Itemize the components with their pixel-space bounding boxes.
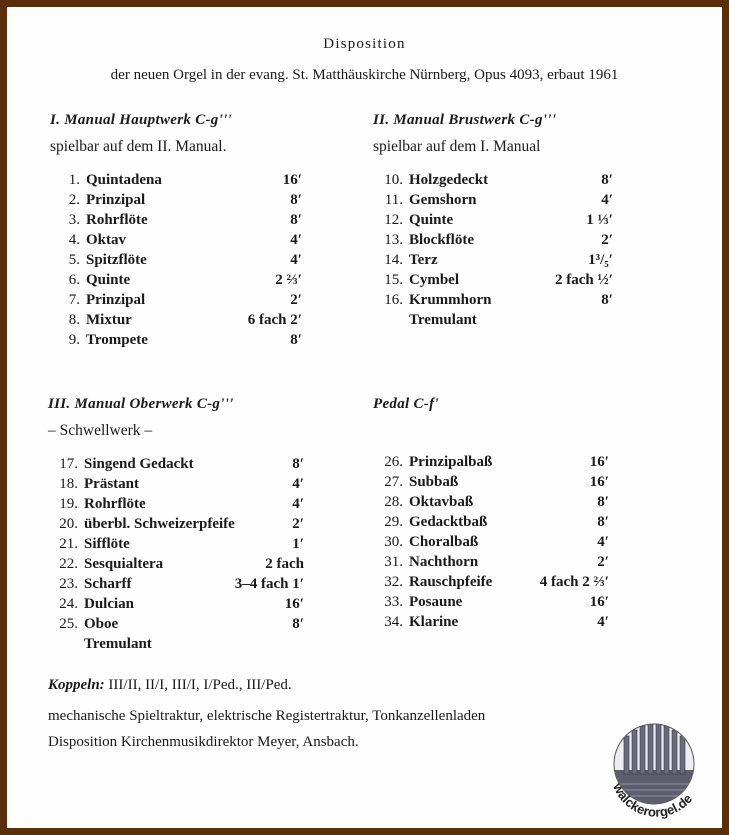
stop-row xyxy=(373,232,613,252)
stop-name: Prinzipalbaß xyxy=(409,454,493,470)
stop-number: 8. xyxy=(68,312,80,328)
stop-number: 25. xyxy=(59,616,78,632)
stop-pitch: 3–4 fach 1′ xyxy=(234,576,304,592)
stop-pitch: 2 fach ½′ xyxy=(555,272,613,288)
stop-row xyxy=(48,536,304,556)
stop-pitch: 4′ xyxy=(597,534,609,550)
stop-pitch: 16′ xyxy=(589,474,609,490)
section-note: spielbar auf dem I. Manual xyxy=(373,138,541,155)
stop-pitch: 4′ xyxy=(290,252,302,268)
stop-name: Prinzipal xyxy=(86,192,146,208)
stop-number: 7. xyxy=(68,292,80,308)
stop-row xyxy=(48,596,304,616)
stop-row xyxy=(50,232,302,252)
stop-name: Gedacktbaß xyxy=(409,514,488,530)
stop-row xyxy=(373,172,613,192)
stop-name: Spitzflöte xyxy=(86,252,147,268)
stop-number: 3. xyxy=(68,212,80,228)
stop-name: Krummhorn xyxy=(409,292,492,308)
stop-number: 22. xyxy=(59,556,78,572)
stop-number: 28. xyxy=(384,494,403,510)
stop-pitch: 8′ xyxy=(290,332,302,348)
stop-row xyxy=(373,614,609,634)
stop-row xyxy=(48,516,304,536)
koppeln-label: Koppeln: xyxy=(48,677,105,693)
stop-name: Scharff xyxy=(84,576,132,592)
stop-number: 21. xyxy=(59,536,78,552)
tremulant-row xyxy=(48,636,304,656)
stop-number: 2. xyxy=(68,192,80,208)
stop-row xyxy=(48,556,304,576)
tremulant-row xyxy=(373,312,613,332)
stop-list xyxy=(50,172,302,352)
stop-number: 32. xyxy=(384,574,403,590)
stop-pitch: 8′ xyxy=(292,616,304,632)
stop-name: Cymbel xyxy=(409,272,459,288)
stop-pitch: 2 fach xyxy=(265,556,304,572)
stop-name: Singend Gedackt xyxy=(84,456,194,472)
stop-pitch: 6 fach 2′ xyxy=(247,312,302,328)
stop-row xyxy=(50,192,302,212)
stop-row xyxy=(48,576,304,596)
stop-row xyxy=(50,272,302,292)
stop-name: Tremulant xyxy=(409,312,477,328)
stop-row xyxy=(373,534,609,554)
stop-name: Posaune xyxy=(409,594,463,610)
stop-pitch: 2′ xyxy=(601,232,613,248)
stop-pitch: 8′ xyxy=(601,172,613,188)
stop-number: 17. xyxy=(59,456,78,472)
stop-row xyxy=(50,212,302,232)
stop-row xyxy=(373,292,613,312)
stop-number: 33. xyxy=(384,594,403,610)
stop-row xyxy=(373,474,609,494)
stop-pitch: 4′ xyxy=(597,614,609,630)
stop-number: 27. xyxy=(384,474,403,490)
koppeln-line xyxy=(48,677,292,694)
stop-number: 10. xyxy=(384,172,403,188)
stop-pitch: 1³/₅′ xyxy=(588,252,613,268)
stop-number: 19. xyxy=(59,496,78,512)
stop-name: Rauschpfeife xyxy=(409,574,493,590)
stop-number: 26. xyxy=(384,454,403,470)
logo-text: walckerorgel.de xyxy=(610,780,696,820)
stop-name: Quinte xyxy=(409,212,454,228)
stop-name: Holzgedeckt xyxy=(409,172,489,188)
stop-row xyxy=(373,454,609,474)
stop-name: Dulcian xyxy=(84,596,135,612)
stop-name: Nachthorn xyxy=(409,554,479,570)
stop-row xyxy=(373,514,609,534)
stop-name: Quinte xyxy=(86,272,131,288)
stop-pitch: 8′ xyxy=(290,212,302,228)
stop-row xyxy=(373,554,609,574)
stop-row xyxy=(50,172,302,192)
stop-number: 34. xyxy=(384,614,403,630)
stop-name: Sesquialtera xyxy=(84,556,164,572)
disposition-credit: Disposition Kirchenmusikdirektor Meyer, Ansbach. xyxy=(48,734,359,750)
stop-name: Oboe xyxy=(84,616,119,632)
document-title: Disposition xyxy=(323,36,406,52)
stop-number: 1. xyxy=(68,172,80,188)
stop-number: 14. xyxy=(384,252,403,268)
stop-pitch: 4′ xyxy=(292,476,304,492)
stop-pitch: 16′ xyxy=(284,596,304,612)
section-brustwerk xyxy=(373,112,613,332)
stop-row xyxy=(48,496,304,516)
stop-number: 31. xyxy=(384,554,403,570)
section-note: spielbar auf dem II. Manual. xyxy=(50,138,227,155)
document-subtitle: der neuen Orgel in der evang. St. Matthäuskirche Nürnberg, Opus 4093, erbaut 1961 xyxy=(110,67,619,83)
stop-row xyxy=(373,574,609,594)
section-heading: III. Manual Oberwerk C-g''' xyxy=(48,396,234,412)
stop-number: 5. xyxy=(68,252,80,268)
walckerorgel-logo xyxy=(598,712,710,824)
stop-name: Quintadena xyxy=(86,172,162,188)
section-heading: II. Manual Brustwerk C-g''' xyxy=(373,112,557,128)
stop-pitch: 16′ xyxy=(589,594,609,610)
section-oberwerk xyxy=(48,396,304,656)
stop-row xyxy=(50,312,302,332)
stop-list xyxy=(373,454,609,634)
stop-pitch: 2′ xyxy=(597,554,609,570)
stop-name: Oktavbaß xyxy=(409,494,474,510)
stop-pitch: 16′ xyxy=(589,454,609,470)
stop-number: 6. xyxy=(68,272,80,288)
stop-pitch: 2 ⅔′ xyxy=(275,272,302,288)
section-heading: I. Manual Hauptwerk C-g''' xyxy=(50,112,233,128)
stop-row xyxy=(48,616,304,636)
stop-pitch: 8′ xyxy=(290,192,302,208)
section-pedal xyxy=(373,396,609,634)
stop-name: Rohrflöte xyxy=(86,212,148,228)
stop-row xyxy=(373,272,613,292)
stop-row xyxy=(48,476,304,496)
section-heading: Pedal C-f' xyxy=(373,396,439,412)
stop-name: Sifflöte xyxy=(84,536,130,552)
stop-pitch: 8′ xyxy=(292,456,304,472)
koppeln-value: III/II, II/I, III/I, I/Ped., III/Ped. xyxy=(108,677,292,693)
stop-name: Terz xyxy=(409,252,438,268)
section-hauptwerk xyxy=(50,112,302,352)
stop-number: 23. xyxy=(59,576,78,592)
stop-row xyxy=(373,212,613,232)
stop-pitch: 4′ xyxy=(290,232,302,248)
stop-pitch: 1 ⅓′ xyxy=(586,212,613,228)
stop-number: 29. xyxy=(384,514,403,530)
stop-name: Choralbaß xyxy=(409,534,479,550)
stop-row xyxy=(373,192,613,212)
stop-name: Prästant xyxy=(84,476,139,492)
stop-pitch: 8′ xyxy=(597,514,609,530)
stop-number: 16. xyxy=(384,292,403,308)
stop-name: Rohrflöte xyxy=(84,496,146,512)
stop-number: 24. xyxy=(59,596,78,612)
stop-name: Subbaß xyxy=(409,474,459,490)
stop-pitch: 4′ xyxy=(601,192,613,208)
stop-row xyxy=(50,252,302,272)
stop-number: 13. xyxy=(384,232,403,248)
stop-list xyxy=(373,172,613,332)
stop-row xyxy=(373,494,609,514)
stop-pitch: 8′ xyxy=(597,494,609,510)
stop-number: 9. xyxy=(68,332,80,348)
stop-number: 18. xyxy=(59,476,78,492)
stop-row xyxy=(50,332,302,352)
stop-pitch: 1′ xyxy=(292,536,304,552)
stop-row xyxy=(373,594,609,614)
stop-number: 15. xyxy=(384,272,403,288)
stop-row xyxy=(373,252,613,272)
stop-list xyxy=(48,456,304,656)
stop-row xyxy=(48,456,304,476)
stop-name: Tremulant xyxy=(84,636,152,652)
stop-name: Trompete xyxy=(86,332,148,348)
stop-name: Klarine xyxy=(409,614,459,630)
stop-name: Mixtur xyxy=(86,312,132,328)
stop-pitch: 8′ xyxy=(601,292,613,308)
stop-name: Blockflöte xyxy=(409,232,474,248)
stop-number: 11. xyxy=(384,192,403,208)
stop-pitch: 16′ xyxy=(282,172,302,188)
stop-pitch: 2′ xyxy=(292,516,304,532)
stop-pitch: 2′ xyxy=(290,292,302,308)
stop-name: Gemshorn xyxy=(409,192,477,208)
traktur-line: mechanische Spieltraktur, elektrische Registertraktur, Tonkanzellenladen xyxy=(48,708,486,724)
stop-number: 30. xyxy=(384,534,403,550)
stop-number: 12. xyxy=(384,212,403,228)
stop-pitch: 4 fach 2 ⅔′ xyxy=(539,574,609,590)
stop-name: überbl. Schweizerpfeife xyxy=(84,516,235,532)
stop-number: 4. xyxy=(68,232,80,248)
stop-name: Prinzipal xyxy=(86,292,146,308)
section-note: – Schwellwerk – xyxy=(48,422,153,439)
stop-number: 20. xyxy=(59,516,78,532)
stop-pitch: 4′ xyxy=(292,496,304,512)
section-note xyxy=(373,422,609,454)
stop-name: Oktav xyxy=(86,232,127,248)
stop-row xyxy=(50,292,302,312)
